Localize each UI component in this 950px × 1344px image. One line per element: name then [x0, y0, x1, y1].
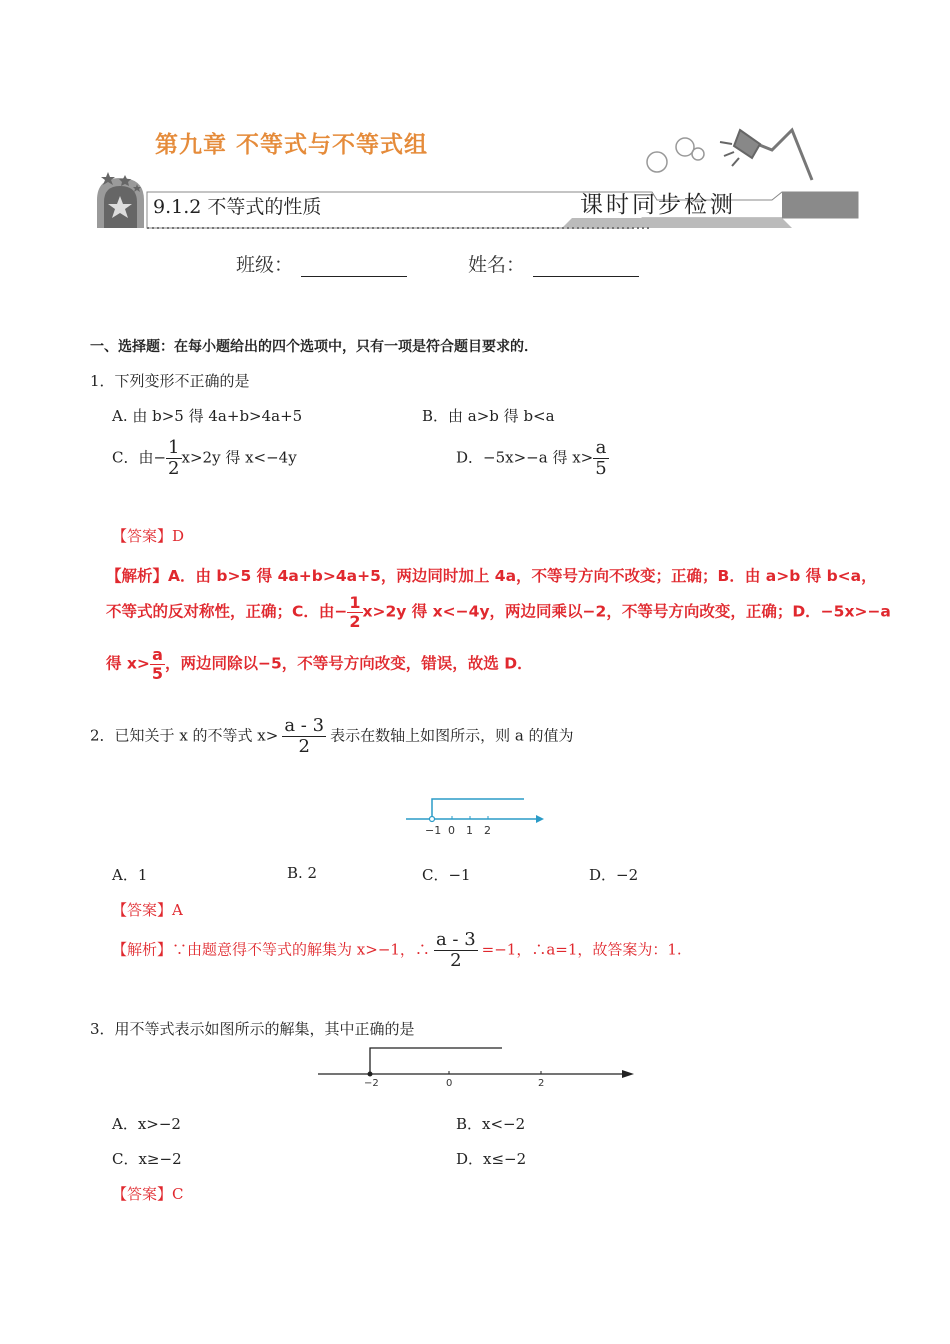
name-blank[interactable]	[533, 258, 639, 277]
q3-tick-label: 0	[446, 1078, 453, 1089]
q1-number: 1．	[90, 372, 115, 390]
q1-explanation-3: 得 x> $\frac{a}{5}$ ，两边同除以−5，不等号方向改变，错误，故选 D．	[106, 645, 533, 683]
q3-option-a: A．x>−2	[112, 1115, 181, 1133]
star-badge-icon	[97, 172, 144, 228]
q3-option-c: C．x≥−2	[112, 1150, 182, 1168]
q1-answer: 【答案】D	[112, 527, 185, 545]
q2-option-c: C．−1	[422, 866, 471, 884]
q3-tick-label: 2	[538, 1078, 545, 1089]
q3-answer: 【答案】C	[112, 1185, 184, 1203]
q3-option-d: D．x≤−2	[456, 1150, 527, 1168]
q2-answer: 【答案】A	[112, 901, 183, 919]
q3-tick-label: −2	[364, 1078, 379, 1089]
name-field[interactable]	[468, 250, 639, 277]
q2-tick-label: −1	[425, 824, 442, 837]
q3-number-line	[312, 1040, 642, 1090]
lamp-icon	[720, 130, 812, 180]
q1-explanation-1: 【解析】A．由 b>5 得 4a+b>4a+5，两边同时加上 4a，不等号方向不改变；正确；B．由 a>b 得 b<a，	[106, 567, 877, 585]
q2-option-b: B. 2	[287, 864, 318, 882]
q2-tick-label: 0	[448, 824, 455, 837]
name-label: 姓名：	[468, 254, 526, 276]
class-field[interactable]	[236, 250, 407, 277]
q2-tick-label: 2	[484, 824, 491, 837]
q1-option-a: A. 由 b>5 得 4a+b>4a+5	[112, 407, 303, 425]
q2-tick-label: 1	[466, 824, 473, 837]
q1-option-c: C．由− $\frac{1}{2}$ x>2y 得 x<−4y	[112, 437, 297, 479]
class-label: 班级：	[236, 254, 294, 276]
header-banner	[92, 100, 862, 240]
class-blank[interactable]	[301, 258, 407, 277]
sync-badge: 课时同步检测	[580, 192, 736, 218]
q3-option-b: B．x<−2	[456, 1115, 526, 1133]
q3-stem: 3．用不等式表示如图所示的解集，其中正确的是	[90, 1020, 415, 1038]
q1-option-b: B．由 a>b 得 b<a	[422, 407, 555, 425]
q1-text: 下列变形不正确的是	[114, 372, 250, 390]
q1-option-d: D．−5x>−a 得 x> $\frac{a}{5}$	[456, 437, 607, 479]
q1-explanation-2: 不等式的反对称性，正确；C．由− $\frac{1}{2}$ x>2y 得 x<−4y，两边同乘以−2，不等号方向改变，正确；D．−5x>−a	[106, 593, 891, 631]
q2-option-d: D．−2	[589, 866, 639, 884]
chapter-title: 第九章 不等式与不等式组	[155, 132, 429, 158]
q2-option-a: A．1	[112, 866, 148, 884]
section-heading: 一、选择题：在每小题给出的四个选项中，只有一项是符合题目要求的．	[90, 339, 538, 355]
q2-explanation: 【解析】∵由题意得不等式的解集为 x>−1，∴ $\frac{a - 3}{2}$ =−1，∴a=1，故答案为：1.	[112, 929, 682, 971]
section-title: 9.1.2 不等式的性质	[153, 196, 322, 218]
q2-number-line	[400, 790, 550, 840]
q2-stem: 2．已知关于 x 的不等式 x> $\frac{a - 3}{2}$ 表示在数轴上如图所示，则 a 的值为	[90, 715, 574, 757]
q1-stem	[90, 370, 250, 391]
